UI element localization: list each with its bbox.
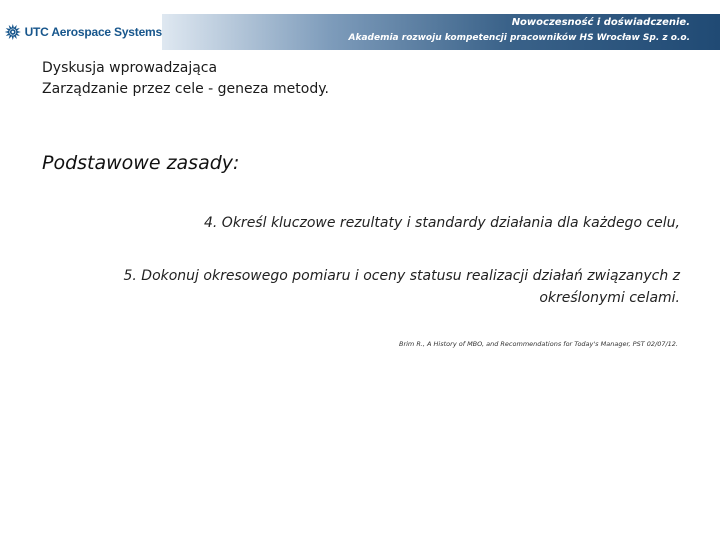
section-title: Podstawowe zasady: [42, 152, 240, 174]
principle-item-4: 4. Określ kluczowe rezultaty i standardy działania dla każdego celu, [204, 215, 680, 231]
slide-subtitle [42, 58, 329, 100]
utc-pinwheel-icon [4, 19, 22, 45]
banner-tagline-1: Nowoczesność i doświadczenie. [511, 17, 690, 28]
header-banner [162, 14, 720, 50]
slide-header [0, 0, 720, 50]
logo-text: UTC Aerospace Systems [24, 25, 162, 39]
banner-tagline-2: Akademia rozwoju kompetencji pracowników HS Wrocław Sp. z o.o. [348, 33, 690, 43]
source-citation: Brim R., A History of MBO, and Recommendations for Today's Manager, PST 02/07/12. [398, 340, 678, 348]
company-logo [0, 14, 162, 50]
subtitle-line-1: Dyskusja wprowadzająca [42, 60, 218, 76]
subtitle-line-2: Zarządzanie przez cele - geneza metody. [42, 81, 329, 97]
principle-item-5: 5. Dokonuj okresowego pomiaru i oceny statusu realizacji działań związanych z określonymi celami. [123, 268, 680, 306]
